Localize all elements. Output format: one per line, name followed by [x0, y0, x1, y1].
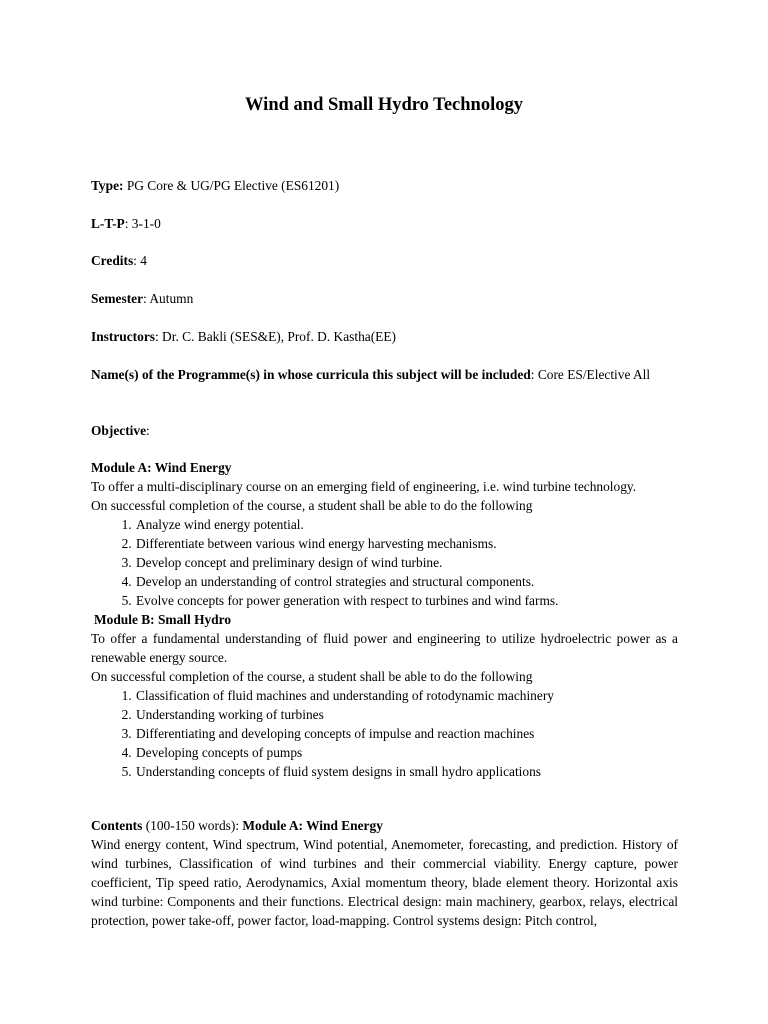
module-b-section — [91, 610, 678, 781]
list-item: 1. Classification of fluid machines and understanding of rotodynamic machinery — [135, 686, 678, 705]
programmes-label: Name(s) of the Programme(s) in whose curricula this subject will be included — [91, 367, 531, 382]
semester-field — [91, 289, 193, 308]
list-item: 5. Evolve concepts for power generation with respect to turbines and wind farms. — [135, 591, 678, 610]
credits-value: : 4 — [133, 253, 147, 268]
programmes-value: : Core ES/Elective All — [530, 367, 651, 382]
document-title: Wind and Small Hydro Technology — [245, 95, 523, 115]
list-item: 2. Differentiate between various wind energy harvesting mechanisms. — [135, 534, 678, 553]
list-item: 3. Differentiating and developing concepts of impulse and reaction machines — [135, 724, 678, 743]
contents-word-note: (100-150 words): — [142, 818, 243, 833]
list-item: 2. Understanding working of turbines — [135, 705, 678, 724]
list-item: 4. Developing concepts of pumps — [135, 743, 678, 762]
contents-heading — [91, 816, 678, 835]
list-item: 4. Develop an understanding of control strategies and structural components. — [135, 572, 678, 591]
contents-text: Wind energy content, Wind spectrum, Wind potential, Anemometer, forecasting, and prediction. History of wind turbines, Classification of wind turbines and their commercial viability. Energy capture, power coefficient, Tip speed ratio, Aerodynamics, Axial momentum theory, blade element theory. Horizontal axis wind turbine: Components and their functions. Electrical design: main machinery, gearbox, relays, electrical protection, power take-off, power factor, load-mapping. Control systems design: Pitch control, — [91, 837, 678, 928]
contents-label: Contents — [91, 818, 143, 833]
programmes-field — [91, 365, 650, 384]
type-value: PG Core & UG/PG Elective (ES61201) — [123, 178, 340, 193]
module-a-section — [91, 458, 678, 610]
instructors-label: Instructors — [91, 329, 155, 344]
module-b-outcomes-list — [91, 686, 678, 781]
instructors-value: : Dr. C. Bakli (SES&E), Prof. D. Kastha(EE) — [154, 329, 396, 344]
module-b-outcome-lead: On successful completion of the course, a student shall be able to do the following — [91, 669, 533, 684]
credits-field — [91, 251, 147, 270]
semester-value: : Autumn — [143, 291, 194, 306]
module-a-heading: Module A: Wind Energy — [91, 460, 232, 475]
module-a-intro: To offer a multi-disciplinary course on an emerging field of engineering, i.e. wind turbine technology. — [91, 479, 637, 494]
instructors-field — [91, 327, 396, 346]
type-field — [91, 176, 339, 195]
type-label: Type: — [91, 178, 124, 193]
objective-colon: : — [146, 423, 150, 438]
semester-label: Semester — [91, 291, 144, 306]
ltp-value: : 3-1-0 — [124, 216, 161, 231]
ltp-field — [91, 214, 161, 233]
module-a-outcome-lead: On successful completion of the course, a student shall be able to do the following — [91, 498, 533, 513]
contents-module-heading: Module A: Wind Energy — [242, 818, 383, 833]
list-item: 1. Analyze wind energy potential. — [135, 515, 678, 534]
list-item: 3. Develop concept and preliminary design of wind turbine. — [135, 553, 678, 572]
objective-label: Objective — [91, 423, 147, 438]
module-b-intro: To offer a fundamental understanding of fluid power and engineering to utilize hydroelectric power as a renewable energy source. — [91, 631, 678, 665]
objective-field — [91, 421, 150, 440]
module-a-outcomes-list — [91, 515, 678, 610]
contents-section — [91, 816, 678, 930]
credits-label: Credits — [91, 253, 134, 268]
module-b-heading: Module B: Small Hydro — [94, 612, 232, 627]
ltp-label: L-T-P — [91, 216, 125, 231]
list-item: 5. Understanding concepts of fluid system designs in small hydro applications — [135, 762, 678, 781]
